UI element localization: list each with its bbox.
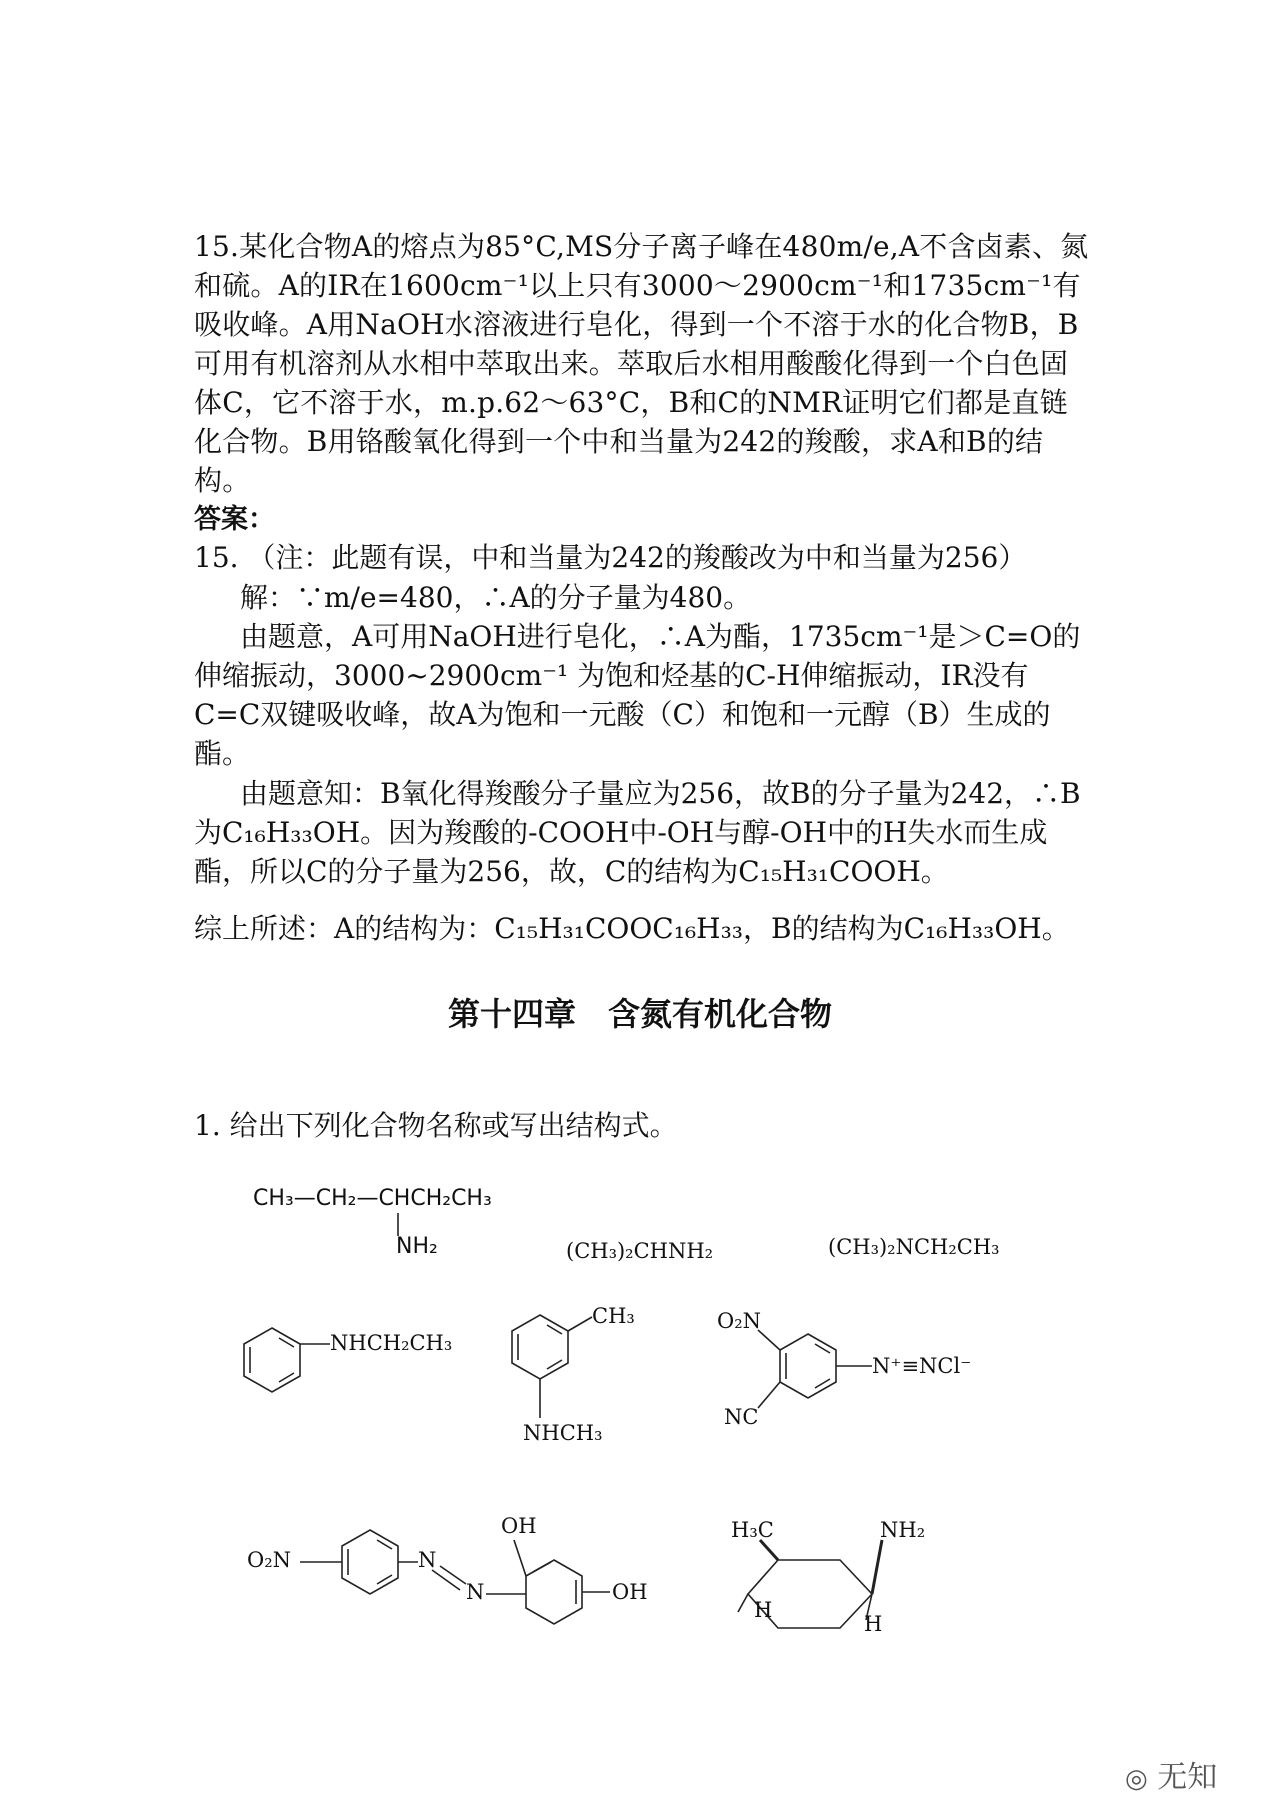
s8-methyl: H₃C xyxy=(731,1518,774,1542)
s7-nitro: O₂N xyxy=(247,1548,292,1572)
s7-azo-n2: N xyxy=(466,1580,485,1604)
s8-amino: NH₂ xyxy=(880,1518,926,1542)
s7-hydroxy-2: OH xyxy=(612,1580,648,1604)
answer-paragraph-2: 由题意知：B氧化得羧酸分子量应为256，故B的分子量为242，∴B为C₁₆H₃₃OH。因为羧酸的-COOH中-OH与醇-OH中的H失水而生成酯，所以C的分子量为256，故，C的结构为C₁₅H₃₁COOH。 xyxy=(194,777,1081,888)
answer-summary: 综上所述：A的结构为：C₁₅H₃₁COOC₁₆H₃₃，B的结构为C₁₆H₃₃OH。 xyxy=(194,912,1070,945)
answer-line-1: 解：∵m/e=480，∴A的分子量为480。 xyxy=(240,581,752,614)
s5-methyl: CH₃ xyxy=(592,1304,635,1328)
problem-15-text: 15.某化合物A的熔点为85°C,MS分子离子峰在480m/e,A不含卤素、氮和硫。A的IR在1600cm⁻¹以上只有3000～2900cm⁻¹和1735cm⁻¹有吸收峰。A用NaOH水溶液进行皂化，得到一个不溶于水的化合物B，B可用有机溶剂从水相中萃取出来。萃取后水相用酸酸化得到一个白色固体C，它不溶于水，m.p.62～63°C，B和C的NMR证明它们都是直链化合物。B用铬酸氧化得到一个中和当量为242的羧酸，求A和B的结构。 xyxy=(194,230,1089,497)
s4-substituent: NHCH₂CH₃ xyxy=(330,1331,453,1355)
s1-amino: NH₂ xyxy=(396,1234,438,1259)
question-1-text: 1. 给出下列化合物名称或写出结构式。 xyxy=(194,1109,678,1142)
s8-hydrogen-2: H xyxy=(864,1612,883,1636)
watermark-text: 无知 xyxy=(1157,1760,1218,1795)
s1-chain: CH₃—CH₂—CHCH₂CH₃ xyxy=(253,1186,492,1211)
s6-benzene-ring xyxy=(780,1334,836,1398)
s6-nitro: O₂N xyxy=(717,1309,762,1333)
s5-benzene-ring xyxy=(512,1315,568,1379)
s2-formula: (CH₃)₂CHNH₂ xyxy=(566,1239,714,1263)
wechat-icon: ◎ xyxy=(1125,1764,1148,1794)
answer-heading: 答案： xyxy=(194,504,275,535)
answer-note: 15. （注：此题有误，中和当量为242的羧酸改为中和当量为256） xyxy=(194,541,1027,574)
s4-benzene-ring xyxy=(244,1328,300,1392)
s3-formula: (CH₃)₂NCH₂CH₃ xyxy=(828,1235,1000,1259)
watermark xyxy=(1125,1752,1217,1796)
s7-azo-n1: N xyxy=(418,1548,437,1572)
s5-methylamino: NHCH₃ xyxy=(523,1421,603,1445)
s8-hydrogen-1: H xyxy=(754,1598,773,1622)
s6-cyano: NC xyxy=(724,1405,759,1429)
s7-benzene-ring xyxy=(342,1530,398,1594)
s6-diazonium: N⁺≡NCl⁻ xyxy=(872,1354,972,1378)
chapter-title: 第十四章 含氮有机化合物 xyxy=(447,995,832,1033)
s7-ring xyxy=(526,1560,582,1624)
answer-paragraph-1: 由题意，A可用NaOH进行皂化，∴A为酯，1735cm⁻¹是＞C=O的伸缩振动，3000~2900cm⁻¹ 为饱和烃基的C-H伸缩振动，IR没有C=C双键吸收峰，故A为饱和一元酸（C）和饱和一元醇（B）生成的酯。 xyxy=(194,620,1081,770)
s7-hydroxy-1: OH xyxy=(501,1514,537,1538)
